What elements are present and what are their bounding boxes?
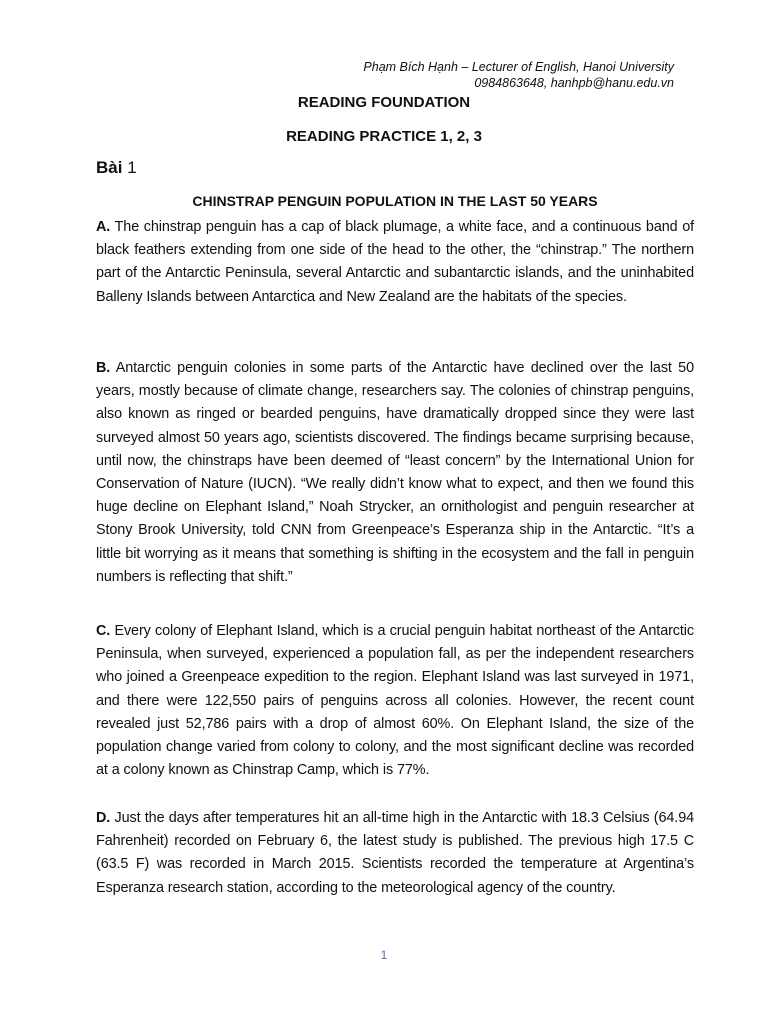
- paragraph-text: Every colony of Elephant Island, which is a crucial penguin habitat northeast of the Antarctic Peninsula, when surveyed, experienced a population fall, as per the independent researchers who joined a Greenpeace expedition to the region. Elephant Island was last surveyed in 1971, and there were 122,550 pairs of penguins across all colonies. However, the recent count revealed just 52,786 pairs with a drop of almost 60%. On Elephant Island, the size of the population change varied from colony to colony, and the most significant decline was recorded at a colony known as Chinstrap Camp, which is 77%.: [96, 623, 694, 779]
- paragraph-label: C.: [96, 623, 111, 639]
- paragraph-d: [96, 807, 694, 900]
- lesson-number: 1: [127, 158, 137, 177]
- paragraph-label: D.: [96, 810, 111, 826]
- paragraph-a: [96, 216, 694, 309]
- paragraph-label: B.: [96, 360, 111, 376]
- lesson-label: Bài: [96, 158, 123, 177]
- lesson-heading: [96, 158, 137, 178]
- document-subtitle: READING PRACTICE 1, 2, 3: [286, 128, 482, 145]
- author-info: [294, 59, 674, 91]
- paragraph-text: The chinstrap penguin has a cap of black plumage, a white face, and a continuous band of black feathers extending from one side of the head to the other, the “chinstrap.” The northern part of the Antarctic Peninsula, several Antarctic and subantarctic islands, and the uninhabited Balleny Islands between Antarctica and New Zealand are the habitats of the species.: [96, 219, 694, 305]
- document-title: READING FOUNDATION: [297, 94, 471, 111]
- paragraph-b: [96, 357, 694, 589]
- author-name-line: Phạm Bích Hạnh – Lecturer of English, Hanoi University: [363, 60, 674, 74]
- page-number: 1: [380, 948, 388, 962]
- author-contact-line: 0984863648, hanhpb@hanu.edu.vn: [474, 76, 674, 90]
- paragraph-text: Just the days after temperatures hit an all-time high in the Antarctic with 18.3 Celsius (64.94 Fahrenheit) recorded on February 6, the latest study is published. The previous high 17.5 C (63.5 F) was recorded in March 2015. Scientists recorded the temperature at Argentina’s Esperanza research station, according to the meteorological agency of the country.: [96, 810, 694, 896]
- paragraph-c: [96, 620, 694, 782]
- article-title: CHINSTRAP PENGUIN POPULATION IN THE LAST 50 YEARS: [192, 193, 598, 209]
- paragraph-label: A.: [96, 219, 111, 235]
- paragraph-text: Antarctic penguin colonies in some parts of the Antarctic have declined over the last 50 years, mostly because of climate change, researchers say. The colonies of chinstrap penguins, also known as ringed or bearded penguins, have dramatically dropped since they were last surveyed almost 50 years ago, scientists discovered. The findings became surprising because, until now, the chinstraps have been deemed of “least concern” by the International Union for Conservation of Nature (IUCN). “We really didn’t know what to expect, and then we found this huge decline on Elephant Island,” Noah Strycker, an ornithologist and penguin researcher at Stony Brook University, told CNN from Greenpeace’s Esperanza ship in the Antarctic. “It’s a little bit worrying as it means that something is shifting in the ecosystem and the fall in penguin numbers is reflecting that shift.”: [96, 360, 694, 585]
